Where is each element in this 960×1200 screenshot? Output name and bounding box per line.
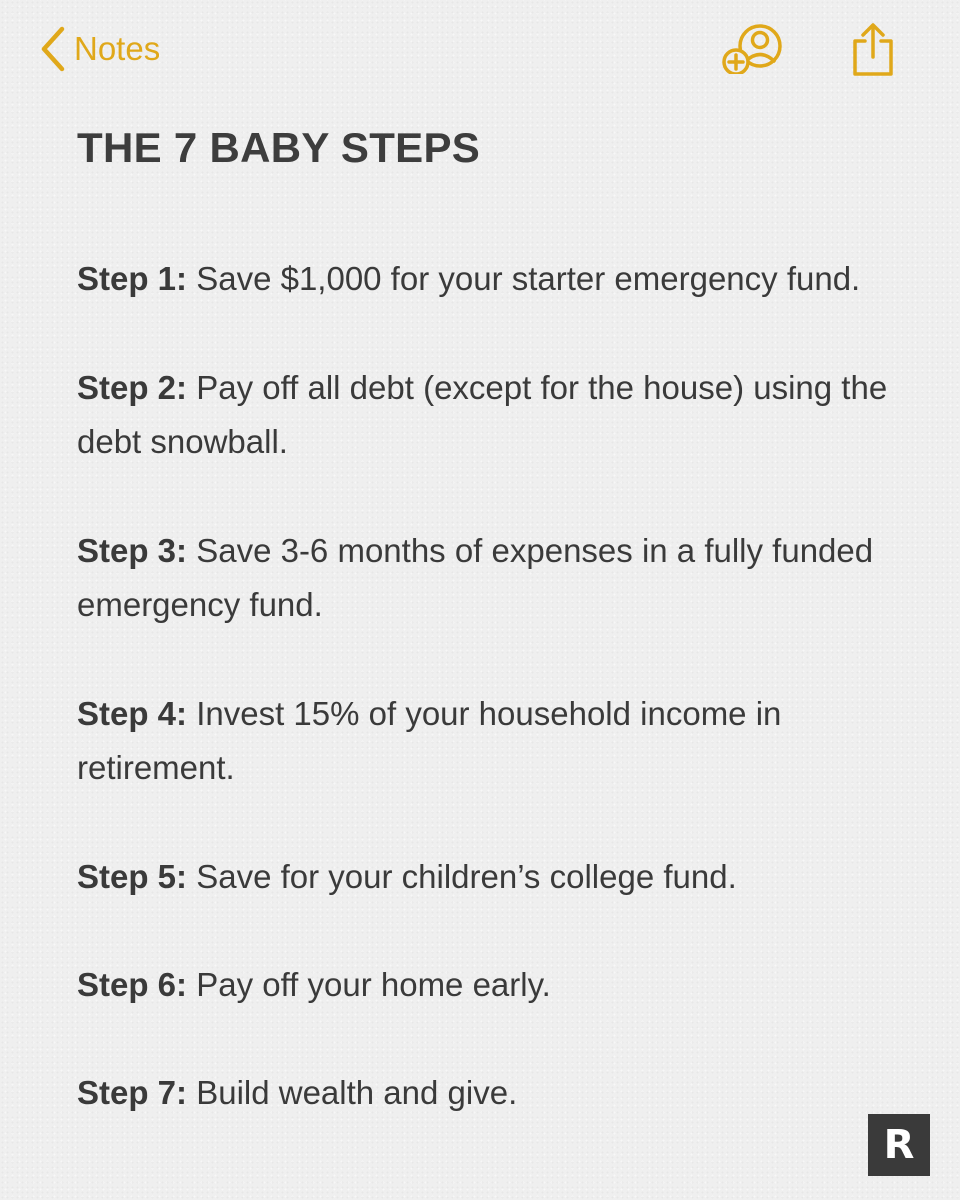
note-body[interactable] — [77, 120, 907, 1174]
navigation-bar — [0, 0, 960, 100]
step-text: Pay off your home early. — [187, 966, 551, 1003]
step-label: Step 2: — [77, 369, 188, 406]
step-4 — [77, 687, 907, 795]
step-6 — [77, 958, 907, 1012]
step-list — [77, 252, 907, 1120]
logo-letter: R — [883, 1122, 915, 1168]
brand-logo — [868, 1114, 930, 1176]
add-person-icon — [722, 24, 786, 74]
step-text: Save 3-6 months of expenses in a fully funded emergency fund. — [77, 532, 874, 623]
step-text: Save $1,000 for your starter emergency fund. — [187, 260, 861, 297]
note-title: THE 7 BABY STEPS — [77, 124, 481, 171]
step-label: Step 7: — [77, 1074, 188, 1111]
add-person-button[interactable] — [722, 24, 786, 74]
step-label: Step 4: — [77, 695, 188, 732]
back-button[interactable] — [40, 24, 160, 74]
step-text: Build wealth and give. — [187, 1074, 518, 1111]
share-icon — [850, 22, 896, 78]
step-1 — [77, 252, 907, 306]
step-label: Step 5: — [77, 858, 188, 895]
step-text: Invest 15% of your household income in retirement. — [77, 695, 782, 786]
step-5 — [77, 850, 907, 904]
step-7 — [77, 1066, 907, 1120]
back-label: Notes — [74, 30, 161, 67]
step-3 — [77, 524, 907, 632]
step-label: Step 6: — [77, 966, 188, 1003]
step-text: Pay off all debt (except for the house) using the debt snowball. — [77, 369, 888, 460]
step-2 — [77, 361, 907, 469]
step-text: Save for your children’s college fund. — [187, 858, 737, 895]
step-label: Step 3: — [77, 532, 188, 569]
chevron-left-icon — [40, 26, 66, 72]
share-button[interactable] — [850, 22, 896, 78]
step-label: Step 1: — [77, 260, 188, 297]
